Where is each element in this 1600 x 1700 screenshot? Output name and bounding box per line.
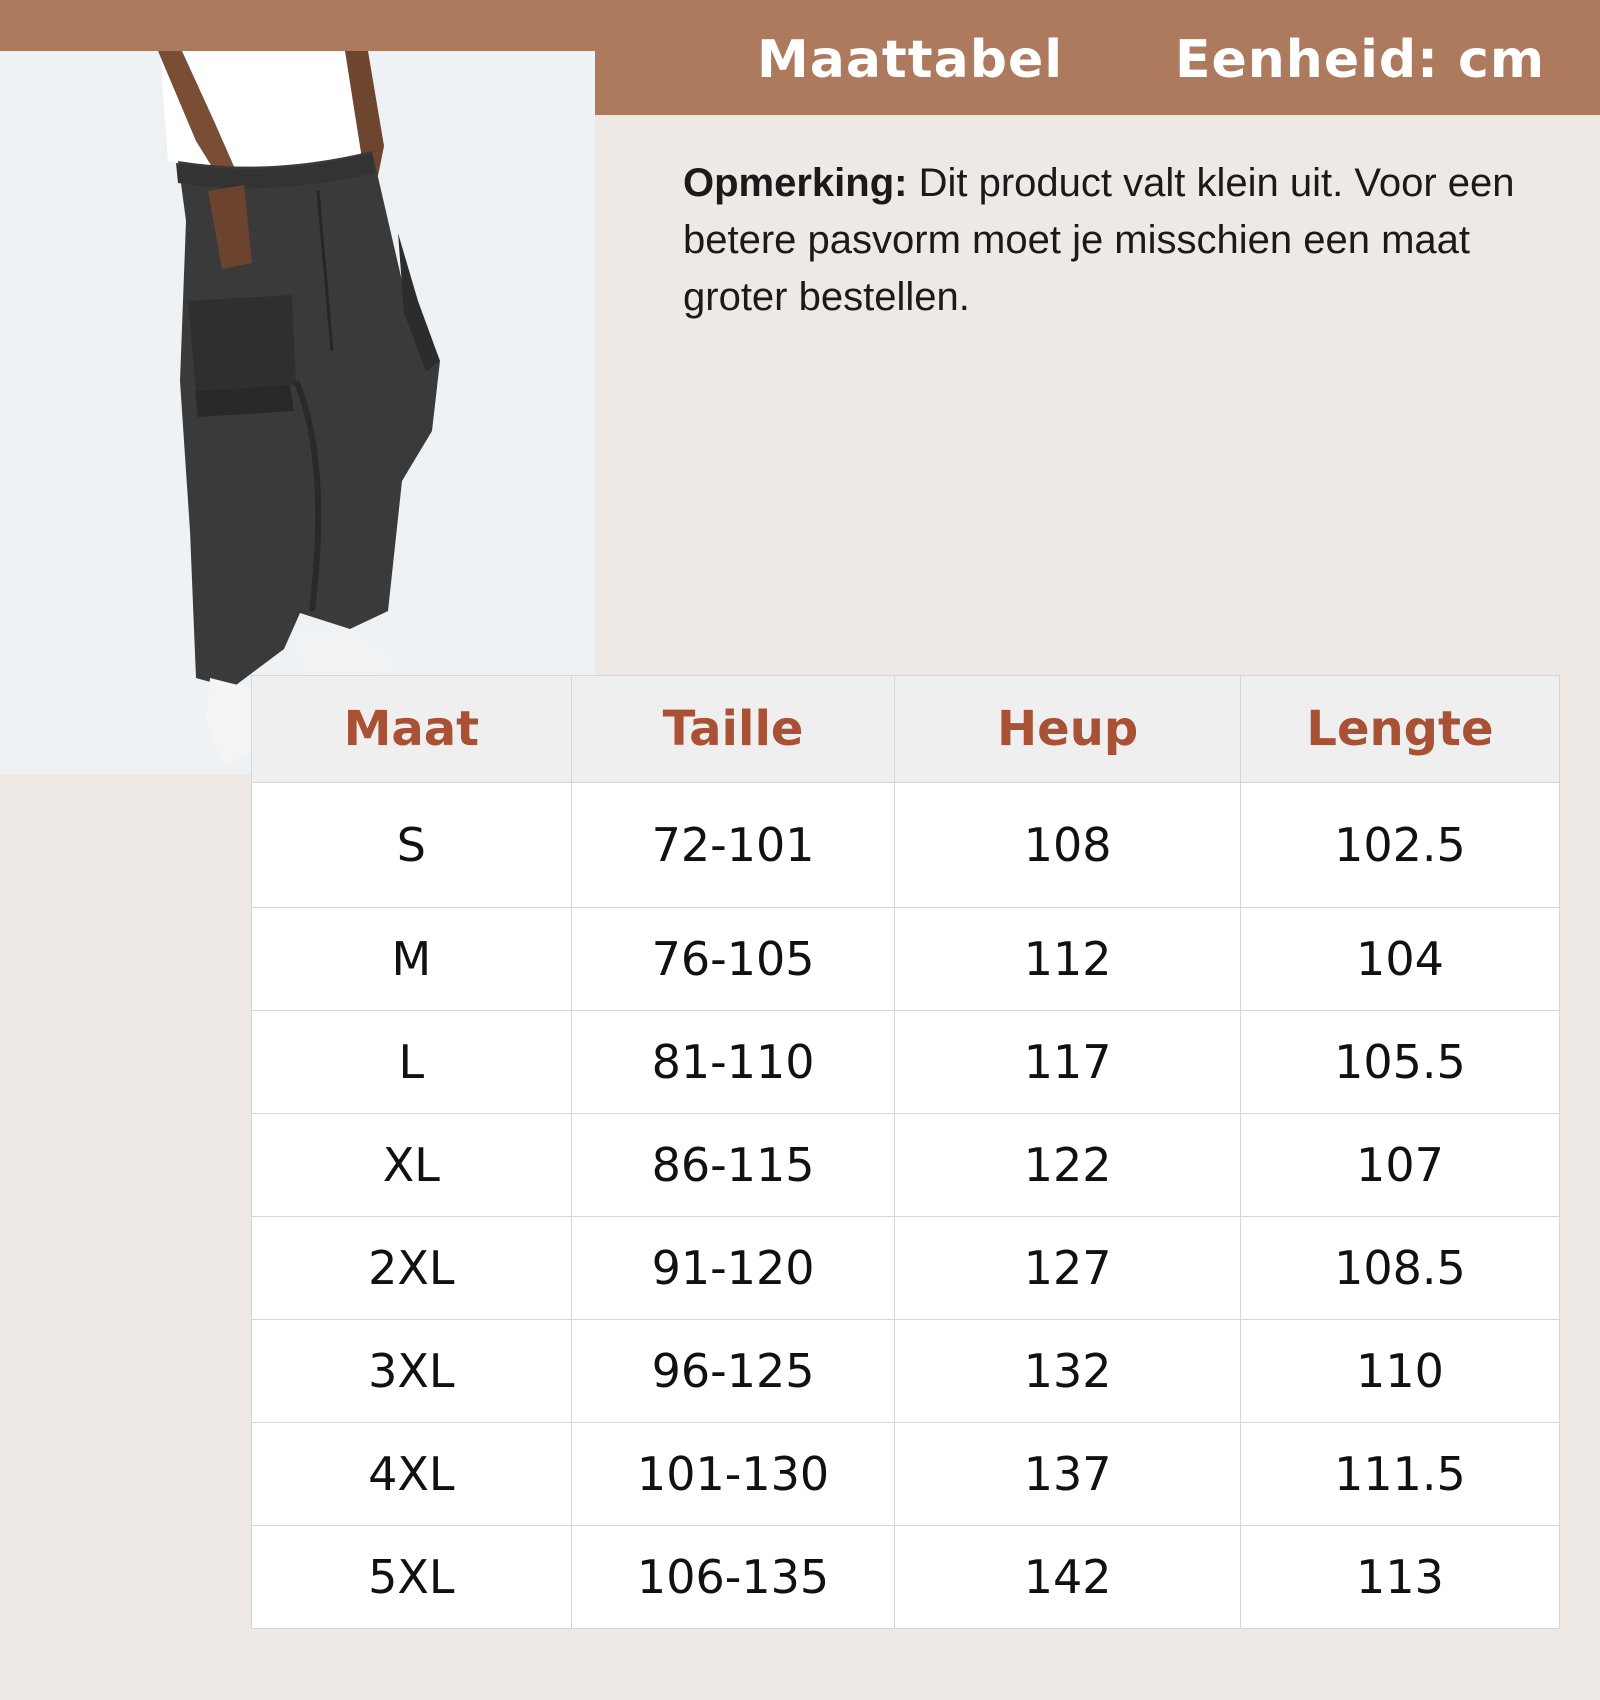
table-row [252,1320,1560,1423]
cell-maat: XL [252,1114,572,1217]
cell-lengte: 110 [1240,1320,1559,1423]
cell-heup: 132 [895,1320,1241,1423]
cell-taille: 81-110 [571,1011,895,1114]
cell-maat: M [252,908,572,1011]
table-row [252,1114,1560,1217]
cell-lengte: 108.5 [1240,1217,1559,1320]
cell-lengte: 104 [1240,908,1559,1011]
cell-maat: 3XL [252,1320,572,1423]
cell-heup: 112 [895,908,1241,1011]
size-note [683,155,1583,326]
cell-heup: 117 [895,1011,1241,1114]
cell-taille: 86-115 [571,1114,895,1217]
cell-heup: 142 [895,1526,1241,1629]
note-text: Dit product valt klein uit. Voor een betere pasvorm moet je misschien een maat groter bestellen. [683,161,1515,319]
cell-maat: 4XL [252,1423,572,1526]
cell-maat: L [252,1011,572,1114]
table-row [252,1217,1560,1320]
cell-taille: 101-130 [571,1423,895,1526]
table-row [252,1011,1560,1114]
product-photo [0,51,595,774]
table-row [252,908,1560,1011]
column-header-taille: Taille [571,676,895,783]
size-table [251,675,1560,1629]
cell-heup: 122 [895,1114,1241,1217]
cell-maat: 5XL [252,1526,572,1629]
cell-taille: 72-101 [571,783,895,908]
cell-lengte: 105.5 [1240,1011,1559,1114]
column-header-maat: Maat [252,676,572,783]
cell-heup: 137 [895,1423,1241,1526]
cell-maat: S [252,783,572,908]
column-header-lengte: Lengte [1240,676,1559,783]
table-row [252,1423,1560,1526]
column-header-heup: Heup [895,676,1241,783]
table-header-row [252,676,1560,783]
unit-label: Eenheid: cm [1175,30,1546,90]
page-title: Maattabel [757,30,1064,90]
table-row [252,1526,1560,1629]
cell-lengte: 113 [1240,1526,1559,1629]
cell-taille: 91-120 [571,1217,895,1320]
cell-heup: 108 [895,783,1241,908]
note-label: Opmerking: [683,161,908,205]
table-row [252,783,1560,908]
cell-taille: 96-125 [571,1320,895,1423]
cell-lengte: 111.5 [1240,1423,1559,1526]
cell-maat: 2XL [252,1217,572,1320]
cell-lengte: 102.5 [1240,783,1559,908]
cell-heup: 127 [895,1217,1241,1320]
cell-taille: 76-105 [571,908,895,1011]
cell-taille: 106-135 [571,1526,895,1629]
cell-lengte: 107 [1240,1114,1559,1217]
